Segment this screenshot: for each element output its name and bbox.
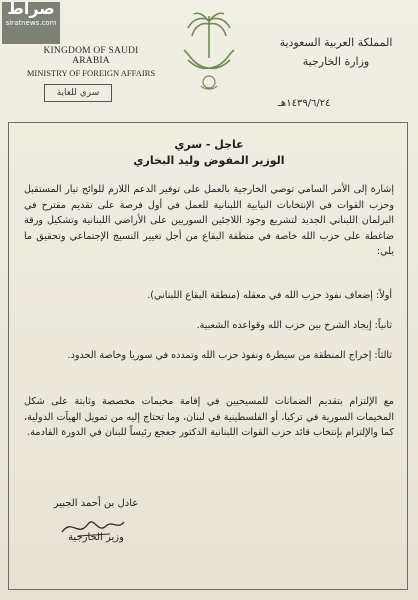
kingdom-name-ar: المملكة العربية السعودية [279,36,393,49]
point-third: ثالثاً: إخراج المنطقة من سيطرة ونفوذ حزب الله وتمدده في سوريا وخاصة الحدود. [67,350,392,361]
letter-date: ١٤٣٩/٦/٢٤هـ [278,98,331,109]
secret-stamp: سري للغاية [44,84,112,102]
english-letterhead [26,46,156,78]
watermark-logo: صراط [7,0,55,18]
watermark-site: siratnews.com [5,19,57,27]
recipient-heading: الوزير المفوض وليد البخاري [133,154,285,167]
urgent-secret-heading: عاجل - سري [174,138,244,151]
site-watermark [2,2,60,44]
signatory-name: عادل بن أحمد الجبير [53,498,139,509]
commitments-paragraph: مع الإلتزام بتقديم الضمانات للمسيحيين في إقامة مخيمات مخصصة وثابتة على شكل المخيمات السورية في تركيا، أو الفلسطينية في لبنان، وما تحتاج إليه من تمويل الهيآت الدولية، كما والإلتزام بإنتخاب قائد حزب القوات اللبنانية الدكتور جعجع رئيساً للبنان في الدورة القادمة. [24,396,394,439]
ministry-name-ar: وزارة الخارجية [302,55,370,68]
signatory-title: وزير الخارجية [68,532,124,543]
handwritten-signature-icon [58,514,128,540]
point-second: ثانياً: إيجاد الشرخ بين حزب الله وقواعده الشعبية. [196,320,392,331]
ministry-name-en: MINISTRY OF FOREIGN AFFAIRS [26,68,156,78]
arabic-letterhead [276,36,396,68]
palm-swords-emblem-icon [178,10,240,92]
intro-paragraph: إشارة إلى الأمر السامي توصي الخارجية بالعمل على توفير الدعم اللازم للوائح تيار المستقبل وحزب القوات في الإنتخابات النيابية اللبنانية للعمل في أول فرصة على تقديم مقترح في البرلمان اللبناني الجديد لتشريع وجود اللاجئين السوريين على الأراضي اللبنانية وتشكيل ورقة ضاغطة على حزب الله خاصة في منطقة البقاع من أجل تغيير النسيج الإجتماعي وتحقيق ما يلي: [24,184,394,258]
point-first: أولاً: إضعاف نفوذ حزب الله في معقله (منطقة البقاع اللبناني). [147,290,392,301]
kingdom-name-en: KINGDOM OF SAUDI ARABIA [43,46,139,66]
